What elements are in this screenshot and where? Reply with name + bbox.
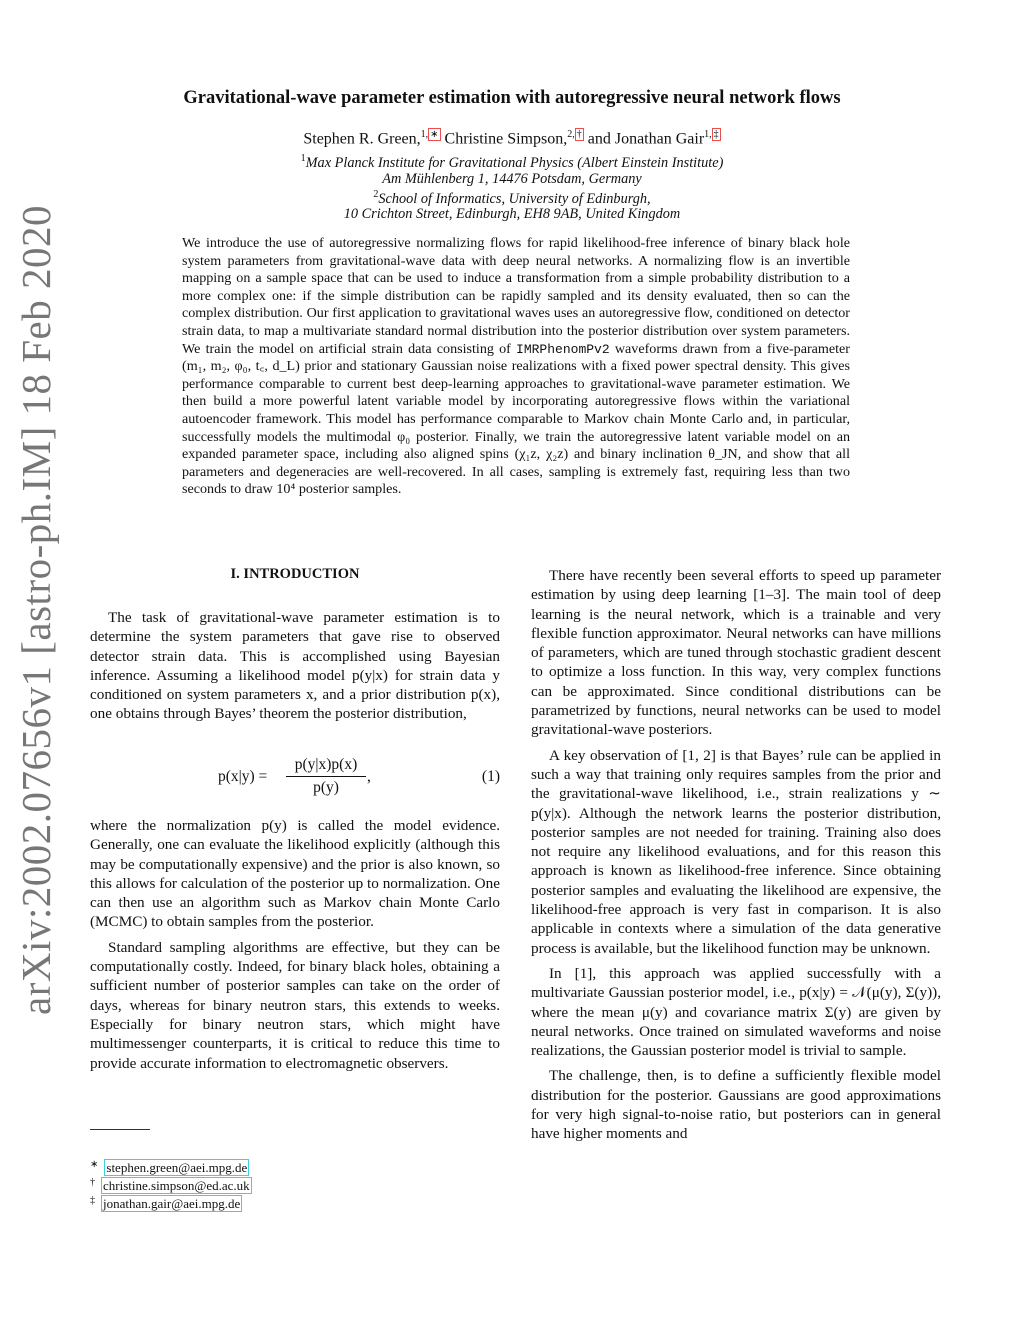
affiliation-sup: 1,	[704, 129, 712, 140]
right-column	[531, 566, 941, 1144]
footnote-mark: ∗	[90, 1159, 99, 1170]
email-link[interactable]: jonathan.gair@aei.mpg.de	[103, 1196, 241, 1212]
author-name: Christine Simpson,	[440, 130, 568, 148]
footnote	[90, 1159, 249, 1176]
footnote-mark: ‡	[90, 1195, 95, 1206]
affiliation-text: School of Informatics, University of Edinburgh,	[378, 190, 651, 207]
affiliation-sup: 2,	[567, 129, 575, 140]
equation-comma: ,	[367, 768, 371, 785]
footnote-link[interactable]: ∗	[430, 129, 439, 140]
left-column-bottom	[90, 816, 500, 1073]
email-link[interactable]: christine.simpson@ed.ac.uk	[103, 1178, 250, 1194]
affiliation-sup: 2	[373, 189, 379, 200]
equation-fraction	[286, 756, 366, 797]
affiliation-line	[0, 189, 1024, 208]
author-list	[0, 129, 1024, 148]
footnote-link[interactable]: ‡	[713, 129, 719, 140]
footnote-rule	[90, 1129, 150, 1130]
paragraph: There have recently been several efforts to speed up parameter estimation by using deep learning [1–3]. The main tool of deep learning is the neural network, which is a trainable and very flexible function approximator. Neural networks can have millions of parameters, which are tuned through stochastic gradient descent to optimize a loss function. In this way, very complex functions can be approximated. Since conditional distributions can be parametrized by functions, neural networks can be used to model gravitational-wave posteriors.	[531, 567, 941, 739]
arxiv-sidebar-stamp: arXiv:2002.07656v1 [astro-ph.IM] 18 Feb 2020	[13, 204, 59, 1015]
abstract-text: waveforms drawn from a five-parameter (m₁, m₂, φ₀, t꜀, d_L) prior and stationary Gaussian noise realizations with a fixed power spectral density. This gives performance comparable to current best deep-learning approaches to gravitational-wave parameter estimation. We then build a more powerful latent variable model by incorporating autoregressive flows within the variational autoencoder framework. This model has performance comparable to Markov chain Monte Carlo and, in particular, successfully models the multimodal φ₀ posterior. Finally, we train the autoregressive latent variable model on an expanded parameter space, including also aligned spins (χ₁z, χ₂z) and binary inclination θ_JN, and show that all parameters and degeneracies are well-recovered. In all cases, sampling is extremely fast, requiring less than two seconds to draw 10⁴ posterior samples.	[182, 340, 850, 498]
paragraph: where the normalization p(y) is called the model evidence. Generally, one can evaluate the likelihood explicitly (although this may be computationally expensive) and the prior is also known, so this allows for calculation of the posterior up to normalization. One can then use an algorithm such as Markov chain Monte Carlo (MCMC) to obtain samples from the posterior.	[90, 817, 500, 931]
affiliation-line: Am Mühlenberg 1, 14476 Potsdam, Germany	[382, 171, 642, 187]
footnote-mark: †	[90, 1177, 95, 1188]
affiliation-line	[0, 153, 1024, 172]
footnote	[90, 1195, 242, 1212]
paragraph: The task of gravitational-wave parameter estimation is to determine the system parameters that gave rise to observed detector strain data. This is accomplished using Bayesian inference. Assuming a likelihood model p(y|x) for strain data y conditioned on system parameters x, and a prior distribution p(x), one obtains through Bayes’ theorem the posterior distribution,	[90, 609, 500, 723]
author-name: Stephen R. Green,	[303, 130, 421, 148]
equation-lhs: p(x|y) =	[218, 768, 268, 785]
abstract-text: We introduce the use of autoregressive normalizing flows for rapid likelihood-free inference of binary black hole system parameters from gravitational-wave data with deep neural networks. A normalizing flow is an invertible mapping on a sample space that can be used to induce a transformation from a simple probability distribution to a more complex one: if the simple distribution can be rapidly sampled and its density evaluated, then so can the complex distribution. Our first application to gravitational waves uses an autoregressive flow, conditioned on detector strain data, to map a multivariate standard normal distribution into the posterior distribution over system parameters. We train the model on artificial strain data consisting of	[182, 235, 850, 357]
author-name: and Jonathan Gair	[583, 130, 705, 148]
paragraph: A key observation of [1, 2] is that Bayes’ rule can be applied in such a way that training only requires samples from the prior and the gravitational-wave likelihood, i.e., strain realizations y ∼ p(y|x). Although the network learns the posterior distribution, posterior samples are not needed for training. Training also does not require any likelihood evaluations, and for this reason this approach is known as likelihood-free inference. Since obtaining posterior samples and evaluating the likelihood are expensive, the likelihood-free approach is very fast in comparison. It is also applicable in contexts where a simulation of the data generative process is available, but the likelihood function may be unknown.	[531, 746, 941, 957]
paragraph: Standard sampling algorithms are effective, but they can be computationally costly. Indeed, for binary black holes, obtaining a sufficient number of posterior samples can take on the order of days, whereas for binary neutron stars, this extends to weeks. Especially for binary neutron stars, which might have multimessenger counterparts, it is critical to reduce this time to provide accurate information to electromagnetic observers.	[90, 938, 500, 1072]
equation-1	[90, 756, 500, 804]
email-link[interactable]: stephen.green@aei.mpg.de	[106, 1160, 248, 1176]
equation-number: (1)	[481, 768, 500, 785]
section-heading: I. INTRODUCTION	[230, 566, 360, 582]
abstract	[182, 235, 850, 499]
equation-numerator: p(y|x)p(x)	[286, 756, 366, 777]
paper-title: Gravitational-wave parameter estimation with autoregressive neural network flows	[183, 88, 841, 108]
paragraph: The challenge, then, is to define a sufficiently flexible model distribution for the posterior. Gaussians are good approximations for very high signal-to-noise ratio, but posteriors can in general have higher moments and	[531, 1067, 941, 1143]
waveform-model-name: IMRPhenomPv2	[516, 341, 610, 357]
footnote-link[interactable]: †	[576, 129, 582, 140]
footnote	[90, 1177, 252, 1194]
affiliation-sup: 1	[300, 153, 306, 164]
affiliation-text: Max Planck Institute for Gravitational Physics (Albert Einstein Institute)	[305, 154, 724, 171]
affiliation-sup: 1,	[420, 129, 429, 140]
equation-denominator: p(y)	[313, 779, 339, 796]
left-column-top	[90, 608, 500, 724]
affiliation-line: 10 Crichton Street, Edinburgh, EH8 9AB, United Kingdom	[343, 206, 681, 222]
paragraph: In [1], this approach was applied successfully with a multivariate Gaussian posterior model, i.e., p(x|y) = 𝒩(μ(y), Σ(y)), where the mean μ(y) and covariance matrix Σ(y) are given by neural networks. Once trained on simulated waveforms and noise realizations, the Gaussian posterior model is trivial to sample.	[531, 964, 941, 1060]
